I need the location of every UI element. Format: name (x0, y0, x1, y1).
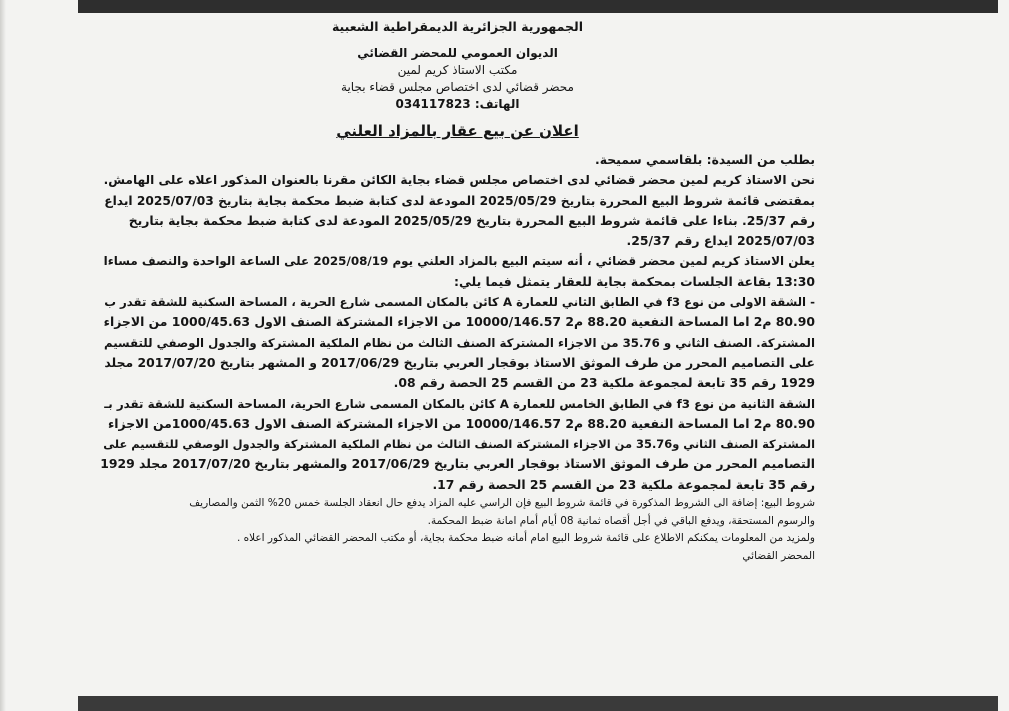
republic-line: الجمهورية الجزائرية الديمقراطية الشعبية (331, 19, 584, 34)
body-line: 80.90 م2 اما المساحة النفعية 88.20 م2 10000/146.57 من الاجزاء المشتركة الصنف الاول 1000/45.63 من الاجزاء (103, 314, 815, 330)
bailiff-office-line: مكتب الاستاذ كريم لمين (397, 63, 518, 77)
body-line: التصاميم المحرر من طرف الموثق الاستاذ بوقجار العربي بتاريخ 2017/06/29 والمشهر بتاريخ 2017/07/20 مجلد 1929 (100, 456, 815, 472)
body-line: بمقتضى قائمة شروط البيع المحررة بتاريخ 2025/05/29 المودعة لدى كتابة ضبط محكمة بجاية بتاريخ 2025/07/03 ايداع (104, 193, 815, 208)
body-line: المشتركة. الصنف الثاني و 35.76 من الاجزاء المشتركة الصنف الثالث من نظام الملكية المشتركة والجدول الوصفي للتقسيم (104, 335, 815, 350)
sale-terms-line: شروط البيع: إضافة الى الشروط المذكورة في قائمة شروط البيع فإن الراسي عليه المزاد يدفع حال انعقاد الجلسة خمس 20% الثمن والمصاريف (189, 497, 815, 510)
body-line: يعلن الاستاذ كريم لمين محضر قضائي ، أنه سيتم البيع بالمزاد العلني يوم 2025/08/19 على الساعة الواحدة والنصف مساءا (103, 254, 815, 269)
title-text: اعلان عن بيع عقار بالمزاد العلني (336, 122, 579, 140)
body-line: رقم 35 تابعة لمجموعة ملكية 23 من القسم 25 الحصة رقم 17. (432, 476, 815, 492)
body-line: 2025/07/03 ايداع رقم 25/37. (626, 233, 815, 249)
announcement-document (100, 18, 815, 565)
announcement-title (100, 121, 815, 140)
announcement-body (100, 150, 815, 565)
body-line: على التصاميم المحرر من طرف الموثق الاستاذ بوقجار العربي بتاريخ 2017/06/29 و المشهر بتاريخ 2017/07/20 مجلد (104, 354, 815, 370)
letterhead (100, 18, 815, 113)
body-line: بطلب من السيدة: بلقاسمي سميحة. (595, 152, 815, 167)
body-line: - الشقة الاولى من نوع f3 في الطابق الثاني للعمارة A كائن بالمكان المسمى شارع الحرية ، المساحة السكنية للشقة تقدر ب (104, 295, 815, 310)
body-line: الشقة الثانية من نوع f3 في الطابق الخامس للعمارة A كائن بالمكان المسمى شارع الحرية، المساحة السكنية للشقة تقدر بـ (104, 396, 815, 411)
jurisdiction-line: محضر قضائي لدى اختصاص مجلس قضاء بجاية (341, 80, 574, 94)
scan-top-border (78, 0, 998, 13)
sale-terms-line: والرسوم المستحقة، ويدفع الباقي في أجل أقصاه ثمانية 08 أيام أمام امانة ضبط المحكمة. (427, 514, 815, 527)
office-line: الديوان العمومي للمحضر القضائي (357, 46, 558, 60)
body-line: 1929 رقم 35 تابعة لمجموعة ملكية 23 من القسم 25 الحصة رقم 08. (393, 375, 815, 391)
page-edge-shadow (0, 0, 6, 711)
body-line: رقم 25/37. بناءا على قائمة شروط البيع المحررة بتاريخ 2025/05/29 المودعة لدى كتابة ضبط محكمة بجاية بتاريخ (128, 212, 815, 228)
scan-bottom-border (78, 696, 998, 711)
body-line: 80.90 م2 اما المساحة النفعية 88.20 م2 10000/146.57 من الاجزاء المشتركة الصنف الاول 1000/45.63من الاجزاء (107, 415, 815, 431)
phone-line: الهاتف: 034117823 (395, 97, 520, 111)
body-line: نحن الاستاذ كريم لمين محضر قضائي لدى اختصاص مجلس قضاء بجاية الكائن مقرنا بالعنوان المذكور اعلاه على الهامش. (103, 173, 815, 188)
body-line: 13:30 بقاعة الجلسات بمحكمة بجاية للعقار يتمثل فيما يلي: (454, 273, 815, 289)
info-line: ولمزيد من المعلومات يمكنكم الاطلاع على قائمة شروط البيع امام أمانه ضبط محكمة بجاية، أو مكتب المحضر القضائي المذكور اعلاه . (236, 532, 815, 545)
body-line: المشتركة الصنف الثاني و35.76 من الاجزاء المشتركة الصنف الثالث من نظام الملكية المشتركة والجدول الوصفي للتقسيم على (103, 437, 815, 452)
signature: المحضر القضائي (742, 549, 815, 562)
